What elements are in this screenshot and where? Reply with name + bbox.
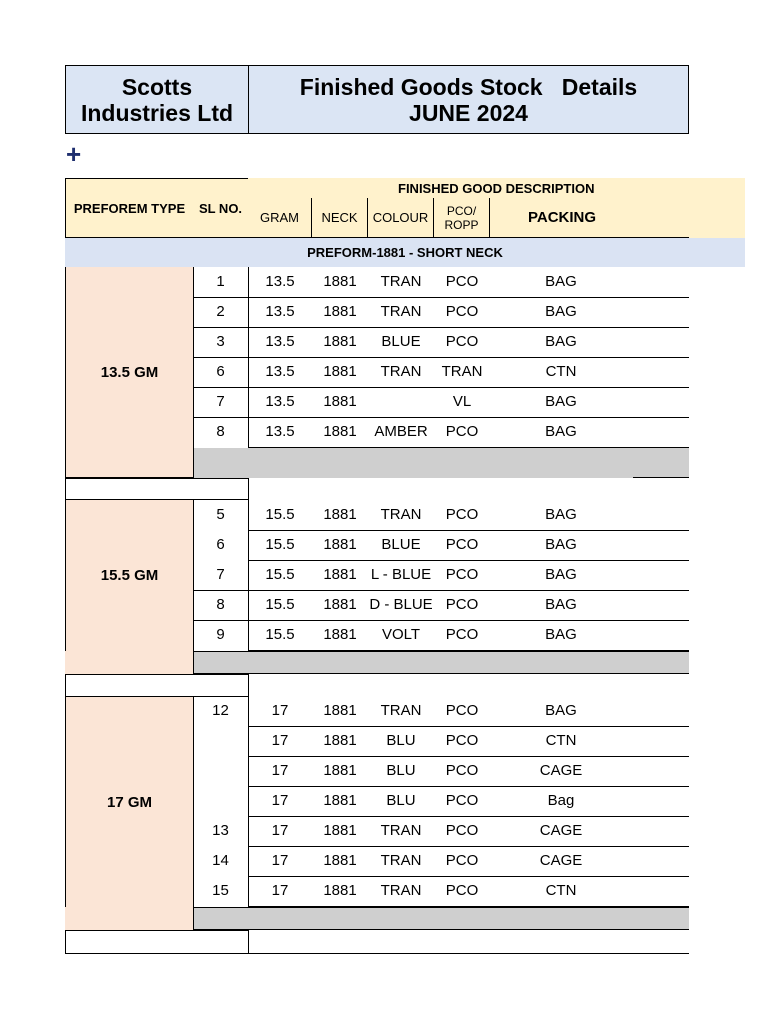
page-title-line1: Finished Goods Stock Details (299, 73, 638, 100)
cell-pco: PCO (445, 732, 479, 749)
cell-pco: PCO (445, 596, 479, 613)
table-row (248, 387, 689, 418)
cell-gram: 17 (271, 762, 289, 779)
company-name-line2: Industries Ltd (80, 99, 234, 126)
cell-gram: 15.5 (265, 566, 295, 583)
cell-pco: PCO (445, 506, 479, 523)
cell-gram: 17 (271, 852, 289, 869)
table-cell-sl: 13 (212, 822, 229, 839)
table-cell-sl: 8 (216, 423, 225, 440)
cell-packing: CAGE (539, 852, 583, 869)
cell-pco: PCO (445, 882, 479, 899)
cell-packing: BAG (545, 702, 577, 719)
cell-colour (368, 387, 434, 417)
table-cell-sl (193, 726, 248, 756)
cell-colour: BLU (386, 762, 416, 779)
cell-pco: PCO (445, 702, 479, 719)
cell-pco: PCO (445, 822, 479, 839)
cell-gram: 17 (271, 882, 289, 899)
spacer-row (65, 478, 249, 500)
table-row (248, 756, 689, 787)
table-cell-sl: 6 (193, 357, 248, 388)
spacer-row (65, 930, 249, 954)
table-row (248, 327, 689, 358)
cell-packing: CTN (545, 882, 577, 899)
cell-gram: 13.5 (265, 393, 295, 410)
cell-colour: BLUE (381, 536, 421, 553)
group-label-17: 17 GM (65, 697, 194, 907)
cell-pco: PCO (445, 626, 479, 643)
cell-colour: BLUE (381, 333, 421, 350)
table-row (248, 560, 689, 591)
cell-gram: 13.5 (265, 273, 295, 290)
cell-colour: TRAN (380, 273, 422, 290)
table-row (248, 786, 689, 817)
cell-colour: TRAN (380, 303, 422, 320)
cell-gram: 13.5 (265, 363, 295, 380)
col-header-group: FINISHED GOOD DESCRIPTION (248, 178, 745, 199)
cell-neck: 1881 (323, 792, 357, 809)
table-row (248, 357, 689, 388)
cell-packing: BAG (545, 536, 577, 553)
cell-colour: TRAN (380, 363, 422, 380)
cell-packing: BAG (545, 273, 577, 290)
cell-pco: PCO (445, 273, 479, 290)
cell-neck: 1881 (323, 852, 357, 869)
cell-packing: BAG (545, 566, 577, 583)
cell-pco: PCO (445, 333, 479, 350)
cell-neck: 1881 (323, 702, 357, 719)
table-cell-sl: 3 (193, 327, 248, 358)
cell-neck: 1881 (323, 882, 357, 899)
table-row (248, 620, 689, 651)
cell-gram: 13.5 (265, 423, 295, 440)
section-title: PREFORM-1881 - SHORT NECK (65, 238, 745, 267)
cell-colour: TRAN (380, 822, 422, 839)
cell-packing: BAG (545, 333, 577, 350)
table-cell-sl: 8 (193, 590, 248, 621)
company-name-line1: Scotts (121, 73, 193, 100)
cell-packing: CAGE (539, 762, 583, 779)
cell-neck: 1881 (323, 536, 357, 553)
cell-gram: 17 (271, 732, 289, 749)
col-header-subrow (248, 198, 745, 238)
cell-gram: 17 (271, 792, 289, 809)
group-label-13-5: 13.5 GM (65, 267, 194, 478)
cell-neck: 1881 (323, 273, 357, 290)
cell-packing: BAG (545, 303, 577, 320)
cell-colour: D - BLUE (369, 596, 433, 613)
cell-gram: 15.5 (265, 506, 295, 523)
cell-pco: PCO (445, 536, 479, 553)
table-cell-sl: 12 (212, 702, 229, 719)
table-row (248, 846, 689, 877)
cell-packing: BAG (545, 423, 577, 440)
cell-pco: PCO (445, 852, 479, 869)
table-cell-sl: 6 (216, 536, 225, 553)
cell-gram: 13.5 (265, 333, 295, 350)
cell-packing: BAG (545, 626, 577, 643)
group-label-15-5: 15.5 GM (65, 500, 194, 651)
cell-colour: AMBER (374, 423, 428, 440)
subtotal-bar (193, 907, 689, 930)
cell-colour: BLU (386, 732, 416, 749)
table-cell-sl (193, 756, 248, 786)
cell-pco: TRAN (441, 363, 483, 380)
table-row (248, 696, 689, 727)
cell-neck: 1881 (323, 566, 357, 583)
col-header-preform-type: PREFOREM TYPE (65, 178, 194, 238)
company-name (65, 65, 249, 134)
table-row (248, 590, 689, 621)
table-row (248, 816, 689, 847)
cell-neck: 1881 (323, 393, 357, 410)
col-header-ropp: ROPP (444, 217, 479, 232)
cell-neck: 1881 (323, 626, 357, 643)
table-cell-sl: 7 (193, 560, 248, 591)
cell-pco: PCO (445, 792, 479, 809)
cell-gram: 15.5 (265, 536, 295, 553)
table-row (248, 876, 689, 907)
table-row (248, 297, 689, 328)
col-header-neck: NECK (312, 198, 368, 238)
group-label-15-5-footer (65, 651, 193, 674)
cell-pco: PCO (445, 303, 479, 320)
table-cell-sl: 7 (193, 387, 248, 418)
table-cell-sl: 1 (193, 267, 248, 298)
cell-packing: CAGE (539, 822, 583, 839)
group-label-17-footer (65, 907, 193, 930)
cell-colour: TRAN (380, 506, 422, 523)
cell-pco: VL (452, 393, 472, 410)
table-cell-sl (193, 786, 248, 816)
cell-neck: 1881 (323, 303, 357, 320)
cell-neck: 1881 (323, 596, 357, 613)
cell-pco: PCO (445, 423, 479, 440)
cell-gram: 15.5 (265, 626, 295, 643)
cell-neck: 1881 (323, 762, 357, 779)
table-cell-sl: 2 (193, 297, 248, 328)
col-header-sl-no: SL NO. (193, 178, 249, 238)
page-title (248, 65, 689, 134)
cell-neck: 1881 (323, 423, 357, 440)
col-header-gram: GRAM (248, 198, 312, 238)
cell-neck: 1881 (323, 363, 357, 380)
cell-colour: VOLT (381, 626, 421, 643)
cell-packing: BAG (545, 506, 577, 523)
col-header-pco-ropp (434, 198, 490, 238)
cell-gram: 13.5 (265, 303, 295, 320)
table-row (248, 267, 689, 298)
divider (248, 953, 689, 954)
col-header-packing: PACKING (490, 198, 689, 238)
table-cell-sl: 5 (216, 506, 225, 523)
cell-gram: 17 (271, 702, 289, 719)
cell-gram: 15.5 (265, 596, 295, 613)
spacer-row (65, 674, 249, 697)
table-row (248, 500, 689, 531)
cell-colour: TRAN (380, 702, 422, 719)
col-header-pco: PCO/ (446, 203, 477, 218)
add-icon[interactable]: + (66, 139, 82, 169)
cell-colour: BLU (386, 792, 416, 809)
cell-pco: PCO (445, 566, 479, 583)
page-title-line2: JUNE 2024 (409, 99, 528, 126)
table-row (248, 726, 689, 757)
cell-packing: CTN (545, 363, 577, 380)
cell-neck: 1881 (323, 732, 357, 749)
subtotal-bar (193, 651, 689, 674)
cell-neck: 1881 (323, 822, 357, 839)
cell-colour: L - BLUE (370, 566, 432, 583)
cell-neck: 1881 (323, 333, 357, 350)
table-cell-sl: 14 (212, 852, 229, 869)
cell-pco: PCO (445, 762, 479, 779)
cell-packing: CTN (545, 732, 577, 749)
cell-colour: TRAN (380, 852, 422, 869)
cell-neck: 1881 (323, 506, 357, 523)
cell-packing: BAG (545, 393, 577, 410)
cell-packing: Bag (547, 792, 575, 809)
table-cell-sl: 9 (216, 626, 225, 643)
subtotal-bar (193, 448, 689, 478)
divider (633, 477, 689, 478)
col-header-colour: COLOUR (368, 198, 434, 238)
cell-gram: 17 (271, 822, 289, 839)
table-cell-sl: 15 (212, 882, 229, 899)
table-row (248, 530, 689, 561)
cell-colour: TRAN (380, 882, 422, 899)
cell-packing: BAG (545, 596, 577, 613)
table-row (248, 417, 689, 448)
